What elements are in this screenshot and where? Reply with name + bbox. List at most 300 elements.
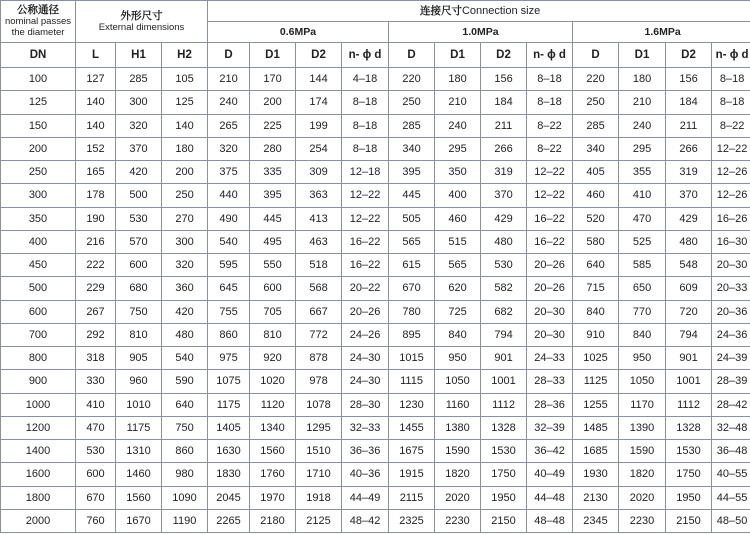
table-cell: 2150	[481, 509, 527, 532]
table-cell: 285	[116, 68, 162, 91]
table-cell: 395	[250, 184, 296, 207]
table-cell: 319	[666, 161, 712, 184]
table-cell: 1460	[116, 463, 162, 486]
external-dimensions-header	[76, 1, 208, 43]
col-header: D2	[296, 43, 342, 68]
table-row	[1, 347, 750, 370]
table-cell: 755	[208, 300, 250, 323]
table-cell: 156	[666, 68, 712, 91]
table-cell: 1675	[389, 440, 435, 463]
table-cell: 267	[76, 300, 116, 323]
table-cell: 370	[666, 184, 712, 207]
table-cell: 24–26	[342, 323, 389, 346]
table-cell: 450	[1, 254, 76, 277]
table-cell: 250	[389, 91, 435, 114]
table-cell: 36–48	[712, 440, 750, 463]
table-cell: 518	[296, 254, 342, 277]
table-cell: 582	[481, 277, 527, 300]
table-cell: 16–22	[342, 254, 389, 277]
pressure-header-0: 0.6MPa	[208, 22, 389, 43]
nominal-en-1: nominal passes	[4, 16, 71, 27]
table-cell: 320	[162, 254, 208, 277]
table-cell: 211	[481, 114, 527, 137]
table-cell: 240	[208, 91, 250, 114]
table-cell: 1950	[481, 486, 527, 509]
table-cell: 266	[666, 137, 712, 160]
table-cell: 1710	[296, 463, 342, 486]
table-cell: 12–22	[712, 137, 750, 160]
col-header: D1	[250, 43, 296, 68]
table-row	[1, 277, 750, 300]
table-cell: 770	[619, 300, 666, 323]
table-cell: 910	[573, 323, 619, 346]
table-cell: 670	[76, 486, 116, 509]
table-cell: 860	[162, 440, 208, 463]
table-cell: 8–18	[342, 91, 389, 114]
table-cell: 210	[208, 68, 250, 91]
table-cell: 28–30	[342, 393, 389, 416]
table-cell: 530	[116, 207, 162, 230]
table-cell: 540	[162, 347, 208, 370]
table-cell: 16–26	[712, 207, 750, 230]
table-cell: 1170	[619, 393, 666, 416]
table-cell: 300	[1, 184, 76, 207]
table-cell: 1560	[250, 440, 296, 463]
table-cell: 670	[389, 277, 435, 300]
table-cell: 1175	[208, 393, 250, 416]
table-row	[1, 509, 750, 532]
table-cell: 280	[250, 137, 296, 160]
table-cell: 44–48	[527, 486, 573, 509]
table-cell: 410	[619, 184, 666, 207]
table-cell: 530	[481, 254, 527, 277]
table-cell: 640	[162, 393, 208, 416]
table-cell: 420	[116, 161, 162, 184]
table-cell: 355	[619, 161, 666, 184]
table-cell: 1830	[208, 463, 250, 486]
table-cell: 2045	[208, 486, 250, 509]
table-cell: 8–22	[527, 114, 573, 137]
table-cell: 370	[481, 184, 527, 207]
table-cell: 2150	[666, 509, 712, 532]
table-cell: 840	[619, 323, 666, 346]
table-cell: 340	[389, 137, 435, 160]
table-body	[1, 68, 750, 533]
table-cell: 950	[435, 347, 481, 370]
table-cell: 2180	[250, 509, 296, 532]
table-cell: 335	[250, 161, 296, 184]
table-cell: 445	[389, 184, 435, 207]
table-cell: 48–42	[342, 509, 389, 532]
table-cell: 525	[619, 230, 666, 253]
table-cell: 300	[162, 230, 208, 253]
table-cell: 8–18	[712, 91, 750, 114]
table-cell: 1050	[619, 370, 666, 393]
table-cell: 810	[116, 323, 162, 346]
table-cell: 794	[481, 323, 527, 346]
table-cell: 1328	[481, 416, 527, 439]
table-cell: 180	[435, 68, 481, 91]
table-cell: 550	[250, 254, 296, 277]
table-cell: 8–22	[527, 137, 573, 160]
table-cell: 680	[116, 277, 162, 300]
table-cell: 48–50	[712, 509, 750, 532]
table-cell: 1930	[573, 463, 619, 486]
column-header-row	[1, 43, 750, 68]
table-cell: 860	[208, 323, 250, 346]
table-cell: 220	[389, 68, 435, 91]
table-cell: 4–18	[342, 68, 389, 91]
table-cell: 20–30	[527, 323, 573, 346]
nominal-diameter-header	[1, 1, 76, 43]
table-row	[1, 300, 750, 323]
col-header: L	[76, 43, 116, 68]
table-cell: 225	[250, 114, 296, 137]
table-cell: 1380	[435, 416, 481, 439]
table-cell: 600	[250, 277, 296, 300]
table-cell: 2265	[208, 509, 250, 532]
table-cell: 24–30	[342, 370, 389, 393]
table-cell: 12–22	[342, 207, 389, 230]
table-cell: 1455	[389, 416, 435, 439]
table-cell: 540	[208, 230, 250, 253]
table-cell: 40–55	[712, 463, 750, 486]
table-cell: 463	[296, 230, 342, 253]
table-cell: 772	[296, 323, 342, 346]
table-row	[1, 114, 750, 137]
table-cell: 210	[435, 91, 481, 114]
table-row	[1, 463, 750, 486]
table-cell: 1025	[573, 347, 619, 370]
table-cell: 12–22	[342, 184, 389, 207]
table-cell: 36–42	[527, 440, 573, 463]
table-cell: 1200	[1, 416, 76, 439]
table-cell: 1530	[481, 440, 527, 463]
table-cell: 200	[250, 91, 296, 114]
table-cell: 470	[619, 207, 666, 230]
table-cell: 190	[76, 207, 116, 230]
table-cell: 174	[296, 91, 342, 114]
table-cell: 8–22	[712, 114, 750, 137]
table-cell: 590	[162, 370, 208, 393]
table-cell: 750	[162, 416, 208, 439]
table-cell: 1560	[116, 486, 162, 509]
table-cell: 1112	[481, 393, 527, 416]
table-cell: 2125	[296, 509, 342, 532]
ext-en: External dimensions	[98, 21, 185, 33]
table-cell: 8–18	[527, 91, 573, 114]
table-cell: 12–26	[712, 161, 750, 184]
table-cell: 794	[666, 323, 712, 346]
table-cell: 265	[208, 114, 250, 137]
table-cell: 12–26	[712, 184, 750, 207]
table-cell: 429	[666, 207, 712, 230]
table-cell: 180	[162, 137, 208, 160]
conn-en: Connection size	[461, 4, 541, 17]
table-cell: 200	[1, 137, 76, 160]
table-cell: 840	[573, 300, 619, 323]
table-cell: 980	[162, 463, 208, 486]
table-cell: 250	[1, 161, 76, 184]
nominal-zh: 公称通径	[17, 4, 59, 16]
table-cell: 127	[76, 68, 116, 91]
table-cell: 36–36	[342, 440, 389, 463]
table-cell: 2325	[389, 509, 435, 532]
table-cell: 211	[666, 114, 712, 137]
table-cell: 16–22	[342, 230, 389, 253]
table-cell: 900	[1, 370, 76, 393]
table-cell: 150	[1, 114, 76, 137]
table-cell: 460	[573, 184, 619, 207]
table-cell: 16–22	[527, 230, 573, 253]
table-cell: 32–48	[712, 416, 750, 439]
table-cell: 330	[76, 370, 116, 393]
pressure-header-1: 1.0MPa	[389, 22, 573, 43]
col-header: H2	[162, 43, 208, 68]
table-cell: 600	[116, 254, 162, 277]
table-cell: 24–33	[527, 347, 573, 370]
table-row	[1, 440, 750, 463]
table-cell: 1050	[435, 370, 481, 393]
table-cell: 222	[76, 254, 116, 277]
col-header: n- ϕ d	[527, 43, 573, 68]
table-cell: 1390	[619, 416, 666, 439]
table-cell: 1685	[573, 440, 619, 463]
table-row	[1, 254, 750, 277]
table-cell: 216	[76, 230, 116, 253]
table-cell: 395	[389, 161, 435, 184]
pressure-header-2: 1.6MPa	[573, 22, 750, 43]
col-header: n- ϕ d	[342, 43, 389, 68]
table-cell: 152	[76, 137, 116, 160]
col-header: D2	[481, 43, 527, 68]
table-cell: 460	[435, 207, 481, 230]
table-cell: 44–49	[342, 486, 389, 509]
table-cell: 2020	[435, 486, 481, 509]
table-cell: 410	[76, 393, 116, 416]
table-cell: 199	[296, 114, 342, 137]
table-cell: 320	[116, 114, 162, 137]
table-cell: 28–39	[712, 370, 750, 393]
table-cell: 184	[481, 91, 527, 114]
table-cell: 144	[296, 68, 342, 91]
table-cell: 1590	[435, 440, 481, 463]
table-cell: 156	[481, 68, 527, 91]
table-cell: 1230	[389, 393, 435, 416]
table-cell: 1950	[666, 486, 712, 509]
table-cell: 609	[666, 277, 712, 300]
table-cell: 240	[435, 114, 481, 137]
table-cell: 1160	[435, 393, 481, 416]
table-cell: 285	[389, 114, 435, 137]
table-row	[1, 393, 750, 416]
table-cell: 360	[162, 277, 208, 300]
table-cell: 140	[76, 91, 116, 114]
table-cell: 20–30	[527, 300, 573, 323]
table-cell: 12–18	[342, 161, 389, 184]
table-cell: 568	[296, 277, 342, 300]
table-cell: 285	[573, 114, 619, 137]
table-cell: 1010	[116, 393, 162, 416]
col-header: D	[389, 43, 435, 68]
table-cell: 295	[619, 137, 666, 160]
connection-size-header	[208, 1, 750, 22]
table-cell: 266	[481, 137, 527, 160]
table-cell: 705	[250, 300, 296, 323]
table-cell: 480	[666, 230, 712, 253]
table-cell: 170	[250, 68, 296, 91]
table-cell: 180	[619, 68, 666, 91]
table-cell: 1600	[1, 463, 76, 486]
table-row	[1, 184, 750, 207]
table-cell: 470	[76, 416, 116, 439]
table-cell: 320	[208, 137, 250, 160]
table-row	[1, 323, 750, 346]
table-cell: 140	[162, 114, 208, 137]
table-cell: 615	[389, 254, 435, 277]
table-cell: 16–30	[712, 230, 750, 253]
table-cell: 429	[481, 207, 527, 230]
col-header: n- ϕ d	[712, 43, 750, 68]
table-cell: 1020	[250, 370, 296, 393]
table-cell: 505	[389, 207, 435, 230]
table-cell: 24–36	[712, 323, 750, 346]
table-cell: 645	[208, 277, 250, 300]
col-header: D1	[619, 43, 666, 68]
table-cell: 254	[296, 137, 342, 160]
table-cell: 700	[1, 323, 76, 346]
table-row	[1, 416, 750, 439]
table-cell: 1190	[162, 509, 208, 532]
table-cell: 750	[116, 300, 162, 323]
table-cell: 295	[435, 137, 481, 160]
table-cell: 12–22	[527, 161, 573, 184]
table-cell: 340	[573, 137, 619, 160]
table-cell: 8–18	[342, 137, 389, 160]
table-cell: 1400	[1, 440, 76, 463]
table-cell: 760	[76, 509, 116, 532]
table-cell: 270	[162, 207, 208, 230]
table-cell: 682	[481, 300, 527, 323]
table-cell: 600	[1, 300, 76, 323]
table-cell: 515	[435, 230, 481, 253]
table-cell: 810	[250, 323, 296, 346]
table-cell: 1760	[250, 463, 296, 486]
table-cell: 28–42	[712, 393, 750, 416]
conn-zh: 连接尺寸	[419, 4, 462, 17]
table-cell: 1670	[116, 509, 162, 532]
table-cell: 40–36	[342, 463, 389, 486]
table-cell: 250	[573, 91, 619, 114]
table-cell: 32–39	[527, 416, 573, 439]
table-cell: 300	[116, 91, 162, 114]
table-cell: 1090	[162, 486, 208, 509]
table-cell: 165	[76, 161, 116, 184]
table-cell: 240	[619, 114, 666, 137]
table-cell: 140	[76, 114, 116, 137]
table-row	[1, 161, 750, 184]
table-cell: 1295	[296, 416, 342, 439]
table-cell: 1120	[250, 393, 296, 416]
table-cell: 1800	[1, 486, 76, 509]
table-cell: 309	[296, 161, 342, 184]
table-cell: 1918	[296, 486, 342, 509]
table-cell: 920	[250, 347, 296, 370]
table-cell: 32–33	[342, 416, 389, 439]
table-cell: 950	[619, 347, 666, 370]
table-cell: 1075	[208, 370, 250, 393]
table-cell: 16–22	[527, 207, 573, 230]
table-cell: 184	[666, 91, 712, 114]
table-cell: 8–18	[712, 68, 750, 91]
table-cell: 500	[116, 184, 162, 207]
table-cell: 12–22	[527, 184, 573, 207]
table-cell: 960	[116, 370, 162, 393]
table-cell: 1750	[666, 463, 712, 486]
table-cell: 650	[619, 277, 666, 300]
table-cell: 20–26	[527, 254, 573, 277]
table-cell: 500	[1, 277, 76, 300]
table-cell: 565	[435, 254, 481, 277]
table-cell: 350	[435, 161, 481, 184]
table-cell: 420	[162, 300, 208, 323]
table-cell: 1125	[573, 370, 619, 393]
table-cell: 1015	[389, 347, 435, 370]
table-cell: 20–26	[527, 277, 573, 300]
nominal-en-2: the diameter	[11, 27, 65, 38]
table-cell: 620	[435, 277, 481, 300]
table-cell: 600	[76, 463, 116, 486]
table-cell: 20–22	[342, 277, 389, 300]
table-row	[1, 91, 750, 114]
ext-zh: 外形尺寸	[120, 9, 163, 22]
table-cell: 895	[389, 323, 435, 346]
table-cell: 220	[573, 68, 619, 91]
table-cell: 125	[162, 91, 208, 114]
table-cell: 2345	[573, 509, 619, 532]
table-cell: 363	[296, 184, 342, 207]
table-cell: 901	[666, 347, 712, 370]
table-cell: 1112	[666, 393, 712, 416]
table-cell: 20–26	[342, 300, 389, 323]
table-cell: 667	[296, 300, 342, 323]
table-cell: 292	[76, 323, 116, 346]
table-cell: 520	[573, 207, 619, 230]
col-header: H1	[116, 43, 162, 68]
table-cell: 2020	[619, 486, 666, 509]
table-cell: 1078	[296, 393, 342, 416]
table-cell: 905	[116, 347, 162, 370]
table-cell: 1970	[250, 486, 296, 509]
table-cell: 495	[250, 230, 296, 253]
table-cell: 20–30	[712, 254, 750, 277]
table-cell: 840	[435, 323, 481, 346]
table-cell: 1255	[573, 393, 619, 416]
table-cell: 725	[435, 300, 481, 323]
table-cell: 1590	[619, 440, 666, 463]
table-cell: 1115	[389, 370, 435, 393]
table-cell: 8–18	[342, 114, 389, 137]
table-cell: 370	[116, 137, 162, 160]
table-cell: 200	[162, 161, 208, 184]
table-row	[1, 68, 750, 91]
table-cell: 1485	[573, 416, 619, 439]
table-cell: 1175	[116, 416, 162, 439]
table-cell: 8–18	[527, 68, 573, 91]
table-cell: 178	[76, 184, 116, 207]
table-cell: 2000	[1, 509, 76, 532]
table-cell: 375	[208, 161, 250, 184]
